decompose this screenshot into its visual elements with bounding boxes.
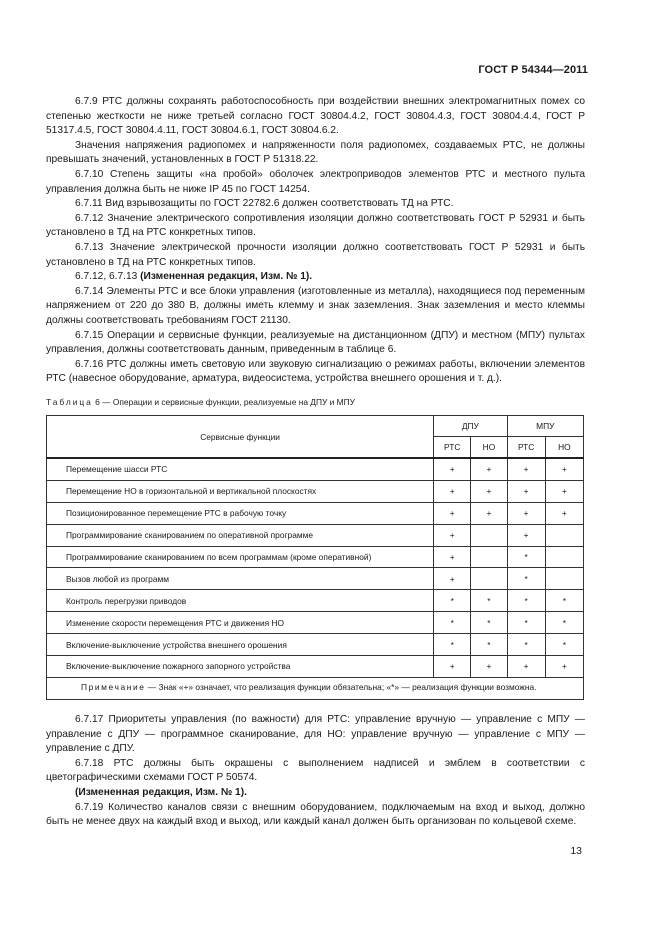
table-note-text: — Знак «+» означает, что реализация функции обязательна; «*» — реализация функции возможна. xyxy=(145,681,537,692)
mark-dpu-no: + xyxy=(471,480,507,502)
function-name: Вызов любой из программ xyxy=(47,568,434,590)
amendment-paragraph xyxy=(46,270,585,285)
mark-mpu-rts: + xyxy=(507,480,545,502)
mark-dpu-no xyxy=(471,524,507,546)
function-name: Включение-выключение пожарного запорного устройства xyxy=(47,656,434,678)
mark-mpu-rts: * xyxy=(507,634,545,656)
table-note-row xyxy=(47,677,584,699)
table-row xyxy=(47,590,584,612)
paragraph: 6.7.12 Значение электрического сопротивления изоляции должно соответствовать ГОСТ Р 52931 и быть установлено в ТД на РТС конкретных типов. xyxy=(46,212,585,239)
paragraph: 6.7.11 Вид взрывозащиты по ГОСТ 22782.6 должен соответствовать ТД на РТС. xyxy=(75,198,454,210)
mark-mpu-no: + xyxy=(545,458,583,480)
table-note-label: Примечание xyxy=(81,681,146,692)
paragraph: 6.7.15 Операции и сервисные функции, реализуемые на дистанционном (ДПУ) и местном (МПУ) пультах управления, должны соответствовать данным, приведенным в таблице 6. xyxy=(46,329,585,356)
paragraph: Значения напряжения радиопомех и напряженности поля радиопомех, создаваемых РТС, не должны превышать значений, установленных в ГОСТ Р 51318.22. xyxy=(46,139,585,166)
function-name: Изменение скорости перемещения РТС и движения НО xyxy=(47,612,434,634)
function-name: Включение-выключение устройства внешнего орошения xyxy=(47,634,434,656)
standard-header: ГОСТ Р 54344—2011 xyxy=(478,64,588,76)
table-caption-text: 6 — Операции и сервисные функции, реализуемые на ДПУ и МПУ xyxy=(92,397,355,407)
table-row xyxy=(47,480,584,502)
function-name: Перемещение шасси РТС xyxy=(47,458,434,480)
mark-mpu-rts: + xyxy=(507,524,545,546)
mark-dpu-rts: + xyxy=(434,546,471,568)
amendment-prefix: 6.7.12, 6.7.13 xyxy=(75,271,141,283)
mark-mpu-rts: + xyxy=(507,656,545,678)
mark-dpu-rts: + xyxy=(434,458,471,480)
mark-dpu-no: * xyxy=(471,612,507,634)
header-dpu-rts: РТС xyxy=(434,437,471,459)
mark-dpu-rts: * xyxy=(434,590,471,612)
mark-dpu-rts: * xyxy=(434,612,471,634)
function-name: Программирование сканированием по оперативной программе xyxy=(47,524,434,546)
paragraph: 6.7.18 РТС должны быть окрашены с выполнением надписей и эмблем в соответствии с цветографическими схемами ГОСТ Р 50574. xyxy=(46,757,585,784)
mark-dpu-rts: + xyxy=(434,480,471,502)
paragraph: 6.7.17 Приоритеты управления (по важности) для РТС: управление вручную — управление с МПУ — управление с ДПУ — программное сканирование, для НО: управление вручную — управление с МПУ — управление с ДПУ. xyxy=(46,714,585,755)
mark-mpu-rts: * xyxy=(507,590,545,612)
mark-dpu-no: + xyxy=(471,458,507,480)
mark-mpu-no: * xyxy=(545,590,583,612)
table-row xyxy=(47,656,584,678)
header-mpu: МПУ xyxy=(507,416,583,437)
table-caption xyxy=(46,397,355,407)
mark-dpu-rts: + xyxy=(434,502,471,524)
services-table xyxy=(46,415,584,700)
mark-mpu-rts: * xyxy=(507,568,545,590)
mark-dpu-no: * xyxy=(471,590,507,612)
table-row xyxy=(47,524,584,546)
mark-dpu-no: * xyxy=(471,634,507,656)
text-block-before-table xyxy=(46,95,585,387)
paragraph: 6.7.9 РТС должны сохранять работоспособность при воздействии внешних электромагнитных помех со степенью жесткости не ниже третьей согласно ГОСТ 30804.4.2, ГОСТ 30804.4.3, ГОСТ 30804.4.4, ГОСТ Р 51317.4.5, ГОСТ 30804.4.11, ГОСТ 30804.6.1, ГОСТ 30804.6.2. xyxy=(46,96,585,137)
header-dpu-no: НО xyxy=(471,437,507,459)
paragraph: 6.7.13 Значение электрической прочности изоляции должно соответствовать ГОСТ Р 52931 и быть установлено в ТД на РТС конкретных типов. xyxy=(46,241,585,268)
mark-mpu-rts: * xyxy=(507,612,545,634)
mark-mpu-no: * xyxy=(545,612,583,634)
paragraph: 6.7.14 Элементы РТС и все блоки управления (изготовленные из металла), находящиеся под переменным напряжением от 220 до 380 В, должны иметь клемму и знак заземления. Знак заземления и место клеммы должны соответствовать требованиям ГОСТ 21130. xyxy=(46,285,585,326)
mark-mpu-no: + xyxy=(545,656,583,678)
mark-dpu-rts: * xyxy=(434,634,471,656)
table-row xyxy=(47,634,584,656)
function-name: Перемещение НО в горизонтальной и вертикальной плоскостях xyxy=(47,480,434,502)
mark-dpu-no xyxy=(471,568,507,590)
mark-dpu-rts: + xyxy=(434,524,471,546)
paragraph: 6.7.16 РТС должны иметь световую или звуковую сигнализацию о режимах работы, включении элементов РТС (навесное оборудование, арматура, видеосистема, устройства внешнего орошения и т. д.). xyxy=(46,358,585,385)
mark-dpu-rts: + xyxy=(434,656,471,678)
paragraph: 6.7.19 Количество каналов связи с внешним оборудованием, подключаемым на вход и выход, должно быть не менее двух на каждый вход и выход, или каждый канал должен быть организован по кольцевой схеме. xyxy=(46,801,585,828)
table-row xyxy=(47,568,584,590)
amendment-note: (Измененная редакция, Изм. № 1). xyxy=(75,786,247,798)
table-row xyxy=(47,502,584,524)
header-functions: Сервисные функции xyxy=(47,416,434,459)
table-note xyxy=(47,677,584,699)
header-dpu: ДПУ xyxy=(434,416,507,437)
table-row xyxy=(47,546,584,568)
mark-mpu-no xyxy=(545,524,583,546)
table-row xyxy=(47,458,584,480)
mark-mpu-no: * xyxy=(545,634,583,656)
amendment-note: (Измененная редакция, Изм. № 1). xyxy=(140,271,313,283)
paragraph: 6.7.10 Степень защиты «на пробой» оболочек электроприводов элементов РТС и местного пульта управления должна быть не ниже IP 45 по ГОСТ 14254. xyxy=(46,168,585,195)
mark-mpu-no: + xyxy=(545,502,583,524)
mark-mpu-no: + xyxy=(545,480,583,502)
mark-mpu-rts: * xyxy=(507,546,545,568)
mark-mpu-no xyxy=(545,568,583,590)
mark-mpu-no xyxy=(545,546,583,568)
table-caption-label: Таблица xyxy=(46,397,93,407)
mark-dpu-no: + xyxy=(471,656,507,678)
header-mpu-no: НО xyxy=(545,437,583,459)
page-number: 13 xyxy=(570,845,582,857)
header-mpu-rts: РТС xyxy=(507,437,545,459)
mark-mpu-rts: + xyxy=(507,502,545,524)
text-block-after-table xyxy=(46,713,585,830)
mark-dpu-rts: + xyxy=(434,568,471,590)
mark-dpu-no xyxy=(471,546,507,568)
function-name: Контроль перегрузки приводов xyxy=(47,590,434,612)
mark-dpu-no: + xyxy=(471,502,507,524)
table-row xyxy=(47,612,584,634)
function-name: Позиционированное перемещение РТС в рабочую точку xyxy=(47,502,434,524)
mark-mpu-rts: + xyxy=(507,458,545,480)
function-name: Программирование сканированием по всем программам (кроме оперативной) xyxy=(47,546,434,568)
